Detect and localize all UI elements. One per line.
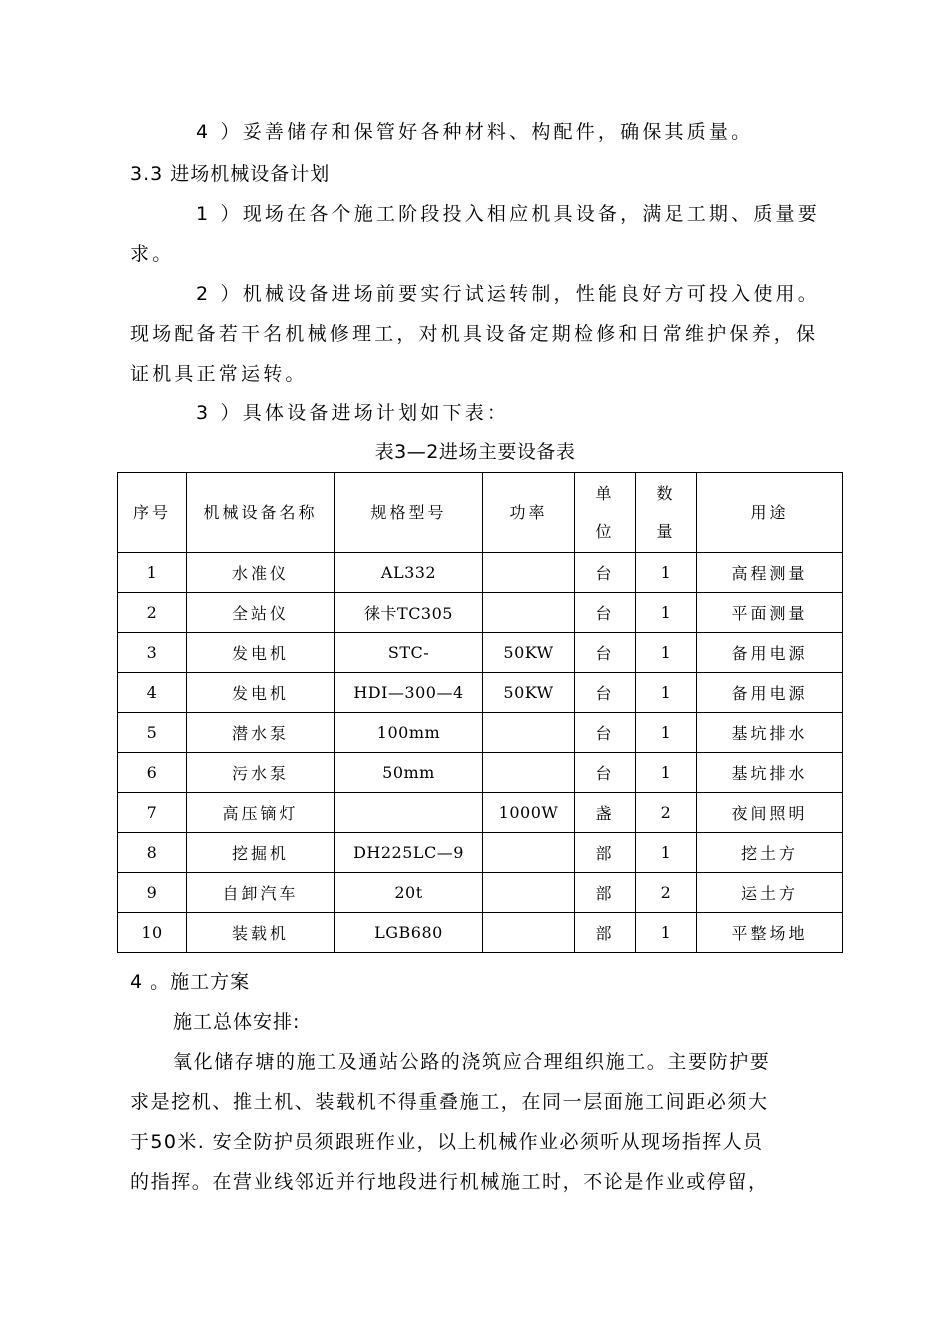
cell-unit: 台	[575, 593, 636, 633]
body-paragraph-line-2: 求是挖机、推土机、装载机不得重叠施工，在同一层面施工间距必须大	[130, 1091, 769, 1113]
cell-power: 1000W	[483, 793, 575, 833]
cell-model: 50mm	[335, 753, 483, 793]
header-seq: 序号	[118, 473, 187, 553]
table-row	[118, 633, 843, 673]
cell-use: 备用电源	[697, 673, 843, 713]
header-qty	[636, 473, 697, 553]
paragraph-item-3: 3 ）具体设备进场计划如下表：	[196, 402, 510, 424]
cell-seq: 7	[118, 793, 187, 833]
paragraph-item-2-line-1: 2 ）机械设备进场前要实行试运转制，性能良好方可投入使用。	[196, 283, 820, 305]
header-power: 功率	[483, 473, 575, 553]
cell-unit: 部	[575, 913, 636, 953]
cell-seq: 6	[118, 753, 187, 793]
cell-seq: 5	[118, 713, 187, 753]
table-row	[118, 833, 843, 873]
cell-seq: 10	[118, 913, 187, 953]
section-heading-4: 4 。施工方案	[130, 971, 251, 993]
table-caption: 表3—2进场主要设备表	[374, 441, 576, 463]
equipment-table	[117, 472, 843, 953]
cell-name: 全站仪	[187, 593, 335, 633]
cell-power	[483, 553, 575, 593]
paragraph-item-2-line-3: 证机具正常运转。	[130, 363, 308, 385]
cell-qty: 1	[636, 713, 697, 753]
cell-seq: 3	[118, 633, 187, 673]
cell-qty: 1	[636, 593, 697, 633]
cell-name: 污水泵	[187, 753, 335, 793]
cell-power	[483, 753, 575, 793]
paragraph-item-1-line-1: 1 ）现场在各个施工阶段投入相应机具设备，满足工期、质量要	[196, 203, 820, 225]
cell-use: 夜间照明	[697, 793, 843, 833]
table-row	[118, 713, 843, 753]
paragraph-item-1-line-2: 求。	[130, 243, 175, 265]
table-row	[118, 673, 843, 713]
section-heading-3-3: 3.3 进场机械设备计划	[130, 163, 331, 185]
cell-use: 平整场地	[697, 913, 843, 953]
header-use: 用途	[697, 473, 843, 553]
cell-model: 徕卡TC305	[335, 593, 483, 633]
cell-use: 基坑排水	[697, 753, 843, 793]
cell-seq: 9	[118, 873, 187, 913]
cell-model: STC-	[335, 633, 483, 673]
cell-power	[483, 913, 575, 953]
cell-model	[335, 793, 483, 833]
cell-qty: 1	[636, 833, 697, 873]
cell-qty: 1	[636, 913, 697, 953]
paragraph-item-4: 4 ）妥善储存和保管好各种材料、构配件，确保其质量。	[196, 121, 754, 143]
cell-power	[483, 593, 575, 633]
subheading-overall-arrangement: 施工总体安排:	[173, 1011, 301, 1033]
cell-power	[483, 713, 575, 753]
cell-name: 挖掘机	[187, 833, 335, 873]
header-qty-text: 数量	[656, 483, 676, 541]
cell-seq: 4	[118, 673, 187, 713]
cell-unit: 部	[575, 873, 636, 913]
body-paragraph-line-3: 于50米. 安全防护员须跟班作业，以上机械作业必须听从现场指挥人员	[130, 1131, 764, 1153]
cell-qty: 1	[636, 553, 697, 593]
header-model: 规格型号	[335, 473, 483, 553]
cell-name: 自卸汽车	[187, 873, 335, 913]
cell-unit: 台	[575, 553, 636, 593]
cell-qty: 1	[636, 633, 697, 673]
cell-qty: 1	[636, 673, 697, 713]
body-paragraph-line-4: 的指挥。在营业线邻近并行地段进行机械施工时，不论是作业或停留，	[130, 1171, 769, 1193]
cell-qty: 2	[636, 873, 697, 913]
header-unit-text: 单位	[595, 483, 615, 541]
cell-power: 50KW	[483, 633, 575, 673]
cell-use: 运土方	[697, 873, 843, 913]
cell-qty: 2	[636, 793, 697, 833]
header-name-text: 机械设备名称	[203, 502, 318, 522]
header-unit	[575, 473, 636, 553]
table-row	[118, 873, 843, 913]
cell-name: 高压镝灯	[187, 793, 335, 833]
cell-power	[483, 873, 575, 913]
table-header-row	[118, 473, 843, 553]
table-row	[118, 593, 843, 633]
cell-use: 平面测量	[697, 593, 843, 633]
cell-qty: 1	[636, 753, 697, 793]
cell-seq: 8	[118, 833, 187, 873]
cell-model: 100mm	[335, 713, 483, 753]
cell-unit: 台	[575, 713, 636, 753]
table-row	[118, 753, 843, 793]
cell-unit: 盏	[575, 793, 636, 833]
table-row	[118, 913, 843, 953]
paragraph-item-2-line-2: 现场配备若干名机械修理工，对机具设备定期检修和日常维护保养，保	[130, 323, 819, 345]
cell-unit: 台	[575, 633, 636, 673]
cell-use: 备用电源	[697, 633, 843, 673]
cell-model: AL332	[335, 553, 483, 593]
cell-use: 挖土方	[697, 833, 843, 873]
cell-model: DH225LC—9	[335, 833, 483, 873]
cell-model: 20t	[335, 873, 483, 913]
cell-seq: 2	[118, 593, 187, 633]
cell-name: 装载机	[187, 913, 335, 953]
cell-use: 基坑排水	[697, 713, 843, 753]
cell-name: 潜水泵	[187, 713, 335, 753]
cell-power	[483, 833, 575, 873]
cell-seq: 1	[118, 553, 187, 593]
cell-power: 50KW	[483, 673, 575, 713]
table-row	[118, 793, 843, 833]
header-name	[187, 473, 335, 553]
cell-use: 高程测量	[697, 553, 843, 593]
cell-unit: 部	[575, 833, 636, 873]
body-paragraph-line-1: 氧化储存塘的施工及通站公路的浇筑应合理组织施工。主要防护要	[173, 1051, 771, 1073]
table-row	[118, 553, 843, 593]
cell-unit: 台	[575, 673, 636, 713]
cell-model: LGB680	[335, 913, 483, 953]
cell-name: 水准仪	[187, 553, 335, 593]
cell-name: 发电机	[187, 633, 335, 673]
cell-model: HDI—300—4	[335, 673, 483, 713]
cell-unit: 台	[575, 753, 636, 793]
cell-name: 发电机	[187, 673, 335, 713]
